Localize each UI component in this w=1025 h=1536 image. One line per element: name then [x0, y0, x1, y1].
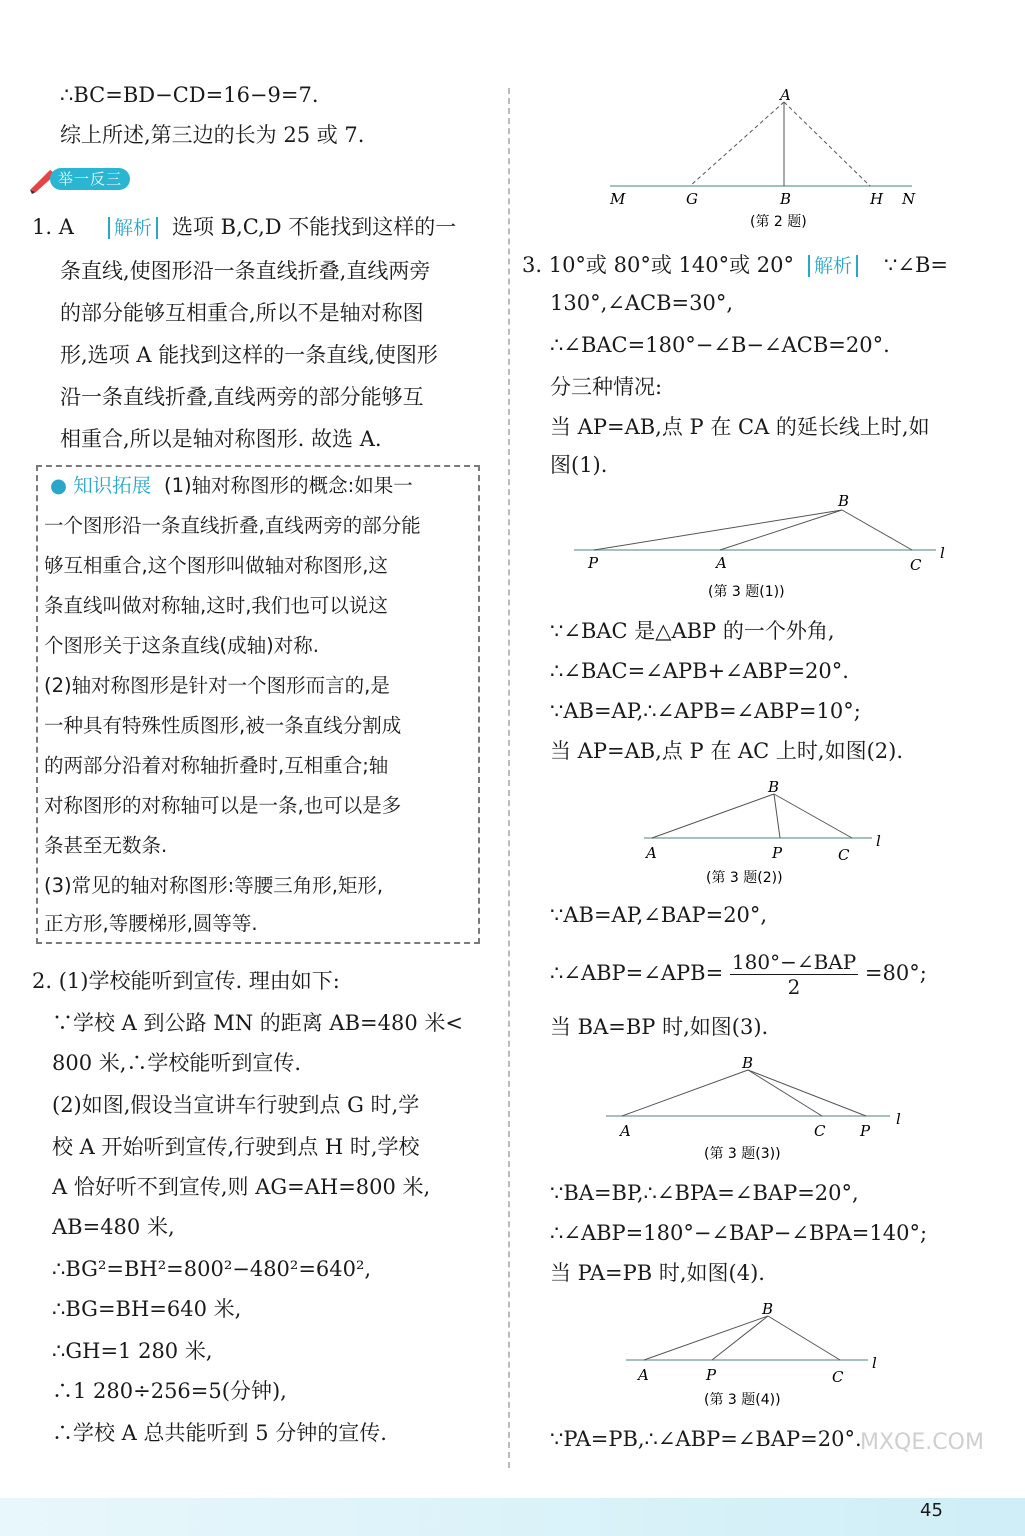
- q2-line: ∴BG=BH=640 米,: [52, 1297, 242, 1321]
- ext-line: 个图形关于这条直线(成轴)对称.: [44, 634, 319, 657]
- line-summary: 综上所述,第三边的长为 25 或 7.: [60, 123, 365, 147]
- fraction: $\frac{\text{180°−∠BAP}}{2}$: [731, 950, 857, 999]
- q3-line: ∴∠BAC=180°−∠B−∠ACB=20°.: [550, 333, 890, 357]
- q1-line: 的部分能够互相重合,所以不是轴对称图: [60, 301, 424, 325]
- label-c: C: [910, 556, 922, 574]
- label-a: A: [620, 1122, 631, 1140]
- ext-tag: ● 知识拓展: [50, 474, 152, 497]
- ext-line: 够互相重合,这个图形叫做轴对称图形,这: [44, 554, 388, 577]
- q1-line: 形,选项 A 能找到这样的一条直线,使图形: [60, 343, 438, 367]
- ext-line: 条直线叫做对称轴,这时,我们也可以说这: [44, 594, 388, 617]
- label-b: B: [768, 778, 780, 796]
- label-a: A: [780, 86, 791, 104]
- watermark: MXQE.COM: [860, 1430, 984, 1455]
- label-b: B: [780, 190, 792, 208]
- figure-caption: (第 3 题(3)): [704, 1146, 781, 1162]
- q2-line: ∵学校 A 到公路 MN 的距离 AB=480 米<: [52, 1011, 463, 1035]
- figure-caption: (第 2 题): [750, 214, 807, 230]
- q3-line: ∵AB=AP,∴∠APB=∠ABP=10°;: [550, 699, 861, 723]
- page-number: 45: [920, 1500, 943, 1521]
- q2-line: 校 A 开始听到宣传,行驶到点 H 时,学校: [52, 1135, 420, 1159]
- badge-label: 举一反三: [50, 168, 130, 190]
- ext-line: 一个图形沿一条直线折叠,直线两旁的部分能: [44, 514, 421, 537]
- label-c: C: [814, 1122, 826, 1140]
- q3-line: 分三种情况:: [550, 375, 663, 399]
- q2-line: (2)如图,假设当宣讲车行驶到点 G 时,学: [52, 1093, 420, 1117]
- figure-q3-4: [620, 1296, 890, 1414]
- column-divider: [508, 88, 510, 1468]
- label-b: B: [838, 492, 850, 510]
- ext-line: (2)轴对称图形是针对一个图形而言的,是: [44, 674, 390, 697]
- q3-line: ∴∠BAC=∠APB+∠ABP=20°.: [550, 659, 849, 683]
- label-n: N: [902, 190, 916, 208]
- q3-line: 当 PA=PB 时,如图(4).: [550, 1261, 765, 1285]
- q3-line: ∵BA=BP,∴∠BPA=∠BAP=20°,: [550, 1181, 859, 1205]
- figure-q2: [600, 82, 930, 232]
- label-m: M: [610, 190, 626, 208]
- figure-q3-1: [570, 492, 960, 604]
- q3-line: 当 AP=AB,点 P 在 CA 的延长线上时,如: [550, 415, 930, 439]
- label-p: P: [860, 1122, 871, 1140]
- q2-line: 800 米,∴学校能听到宣传.: [52, 1051, 302, 1075]
- q1-tag: 解析: [108, 212, 158, 243]
- section-badge: [28, 164, 132, 194]
- label-c: C: [832, 1368, 844, 1386]
- label-a: A: [716, 554, 727, 572]
- label-p: P: [588, 554, 599, 572]
- label-g: G: [686, 190, 698, 208]
- q3-tag: 解析: [808, 250, 858, 281]
- ext-line: 条甚至无数条.: [44, 834, 168, 857]
- q3-line: ∵PA=PB,∴∠ABP=∠BAP=20°.: [550, 1427, 862, 1451]
- q1-line: 相重合,所以是轴对称图形. 故选 A.: [60, 427, 382, 451]
- label-l: l: [896, 1110, 901, 1128]
- q3-line: ∵AB=AP,∠BAP=20°,: [550, 903, 768, 927]
- label-c: C: [838, 846, 850, 864]
- ext-line: 对称图形的对称轴可以是一条,也可以是多: [44, 794, 402, 817]
- label-l: l: [876, 832, 881, 850]
- ext-line: 一种具有特殊性质图形,被一条直线分割成: [44, 714, 402, 737]
- q3-head: 3. 10°或 80°或 140°或 20°: [522, 253, 794, 277]
- page-footer-band: [0, 1498, 1025, 1536]
- figure-q3-2: [640, 774, 900, 886]
- line-bc: ∴BC=BD−CD=16−9=7.: [60, 83, 319, 107]
- q3-frac-line: ∴∠ABP=∠APB= $\frac{\text{180°−∠BAP}}{2}$ =80°;: [550, 950, 927, 999]
- q1-line: 选项 B,C,D 不能找到这样的一: [172, 215, 457, 239]
- ext-line: (1)轴对称图形的概念:如果一: [164, 474, 413, 497]
- q2-line: A 恰好听不到宣传,则 AG=AH=800 米,: [52, 1175, 431, 1199]
- q3-line: 当 AP=AB,点 P 在 AC 上时,如图(2).: [550, 739, 904, 763]
- label-l: l: [872, 1354, 877, 1372]
- ext-line: (3)常见的轴对称图形:等腰三角形,矩形,: [44, 874, 384, 897]
- figure-caption: (第 3 题(1)): [708, 584, 785, 600]
- label-p: P: [772, 844, 783, 862]
- q3-line: 130°,∠ACB=30°,: [550, 291, 734, 315]
- q1-line: 沿一条直线折叠,直线两旁的部分能够互: [60, 385, 424, 409]
- q2-line: ∴BG²=BH²=800²−480²=640²,: [52, 1257, 372, 1281]
- label-b: B: [762, 1300, 774, 1318]
- figure-q3-3: [600, 1050, 920, 1164]
- label-l: l: [940, 544, 945, 562]
- q2-line: 2. (1)学校能听到宣传. 理由如下:: [32, 969, 340, 993]
- figure-caption: (第 3 题(4)): [704, 1392, 781, 1408]
- q1-line: 条直线,使图形沿一条直线折叠,直线两旁: [60, 259, 431, 283]
- label-a: A: [638, 1366, 649, 1384]
- label-b: B: [742, 1054, 754, 1072]
- ext-line: 正方形,等腰梯形,圆等等.: [44, 912, 258, 935]
- q3-head-tail: ∵∠B=: [884, 253, 948, 277]
- q3-line: ∴∠ABP=180°−∠BAP−∠BPA=140°;: [550, 1221, 928, 1245]
- label-p: P: [706, 1366, 717, 1384]
- label-h: H: [870, 190, 884, 208]
- q3-line: 当 BA=BP 时,如图(3).: [550, 1015, 769, 1039]
- q2-line: ∴GH=1 280 米,: [52, 1339, 213, 1363]
- q2-line: AB=480 米,: [52, 1215, 175, 1239]
- q1-number: 1. A: [32, 215, 74, 239]
- q3-line: 图(1).: [550, 453, 608, 477]
- label-a: A: [646, 844, 657, 862]
- q2-line: ∴学校 A 总共能听到 5 分钟的宣传.: [52, 1421, 387, 1445]
- ext-line: 的两部分沿着对称轴折叠时,互相重合;轴: [44, 754, 389, 777]
- q2-line: ∴1 280÷256=5(分钟),: [52, 1379, 287, 1403]
- q3-line: ∵∠BAC 是△ABP 的一个外角,: [550, 619, 835, 643]
- figure-caption: (第 3 题(2)): [706, 870, 783, 886]
